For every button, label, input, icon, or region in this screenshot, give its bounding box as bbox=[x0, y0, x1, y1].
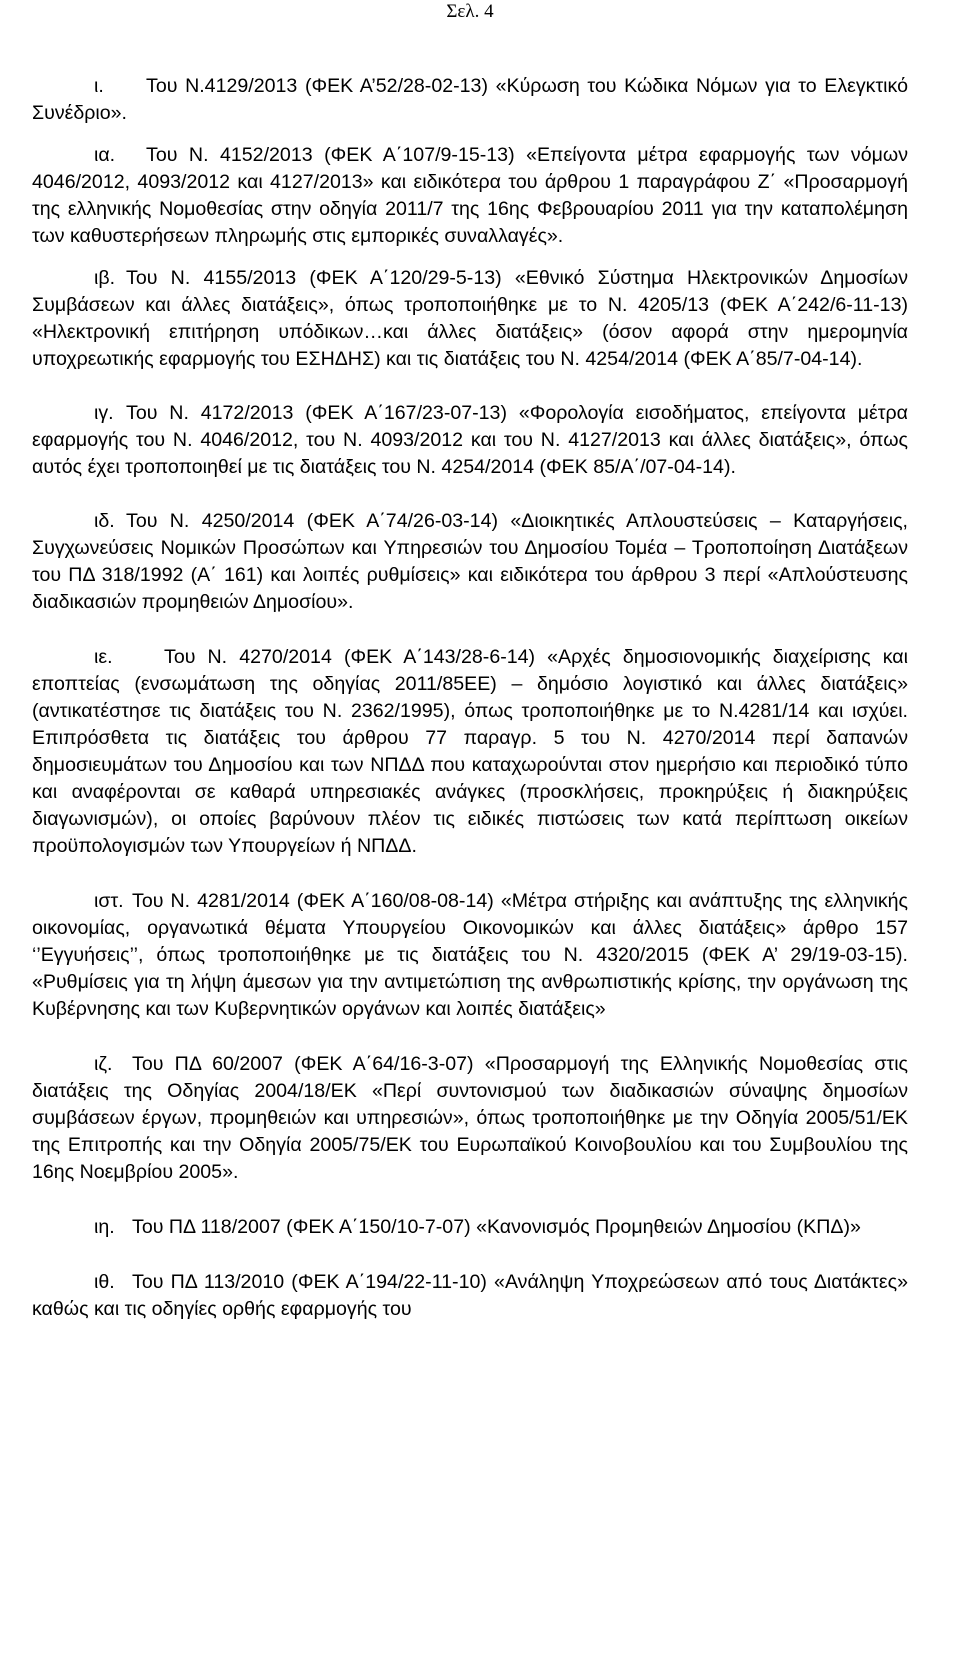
clause-label: ια. bbox=[94, 144, 116, 166]
clause-iz bbox=[32, 1051, 908, 1186]
clause-label: ιβ. bbox=[94, 267, 116, 289]
clause-id bbox=[32, 508, 908, 616]
clause-label: ιγ. bbox=[94, 402, 114, 424]
clause-text: Του Ν. 4281/2014 (ΦΕΚ Α΄160/08-08-14) «Μέτρα στήριξης και ανάπτυξης της ελληνικής οικονομίας, οργανωτικά θέματα Υπουργείου Οικονομικών και άλλες διατάξεις» άρθρο 157 ‘’Εγγυήσεις’’, όπως τροποποιήθηκε με τις διατάξεις του Ν. 4320/2015 (ΦΕΚ Α’ 29/19-03-15). «Ρυθμίσεις για τη λήψη άμεσων για την αντιμετώπιση της ανθρωπιστικής κρίσης, την οργάνωση της Κυβέρνησης και των Κυβερνητικών οργάνων και λοιπές διατάξεις» bbox=[32, 890, 908, 1020]
clause-text: Του ΠΔ 118/2007 (ΦΕΚ Α΄150/10-7-07) «Κανονισμός Προμηθειών Δημοσίου (ΚΠΔ)» bbox=[132, 1216, 861, 1238]
clause-ih bbox=[32, 1214, 908, 1241]
clause-text: Του Ν. 4172/2013 (ΦΕΚ Α΄167/23-07-13) «Φορολογία εισοδήματος, επείγοντα μέτρα εφαρμογής του Ν. 4046/2012, του Ν. 4093/2012 και του Ν. 4127/2013 και άλλες διατάξεις», όπως αυτός έχει τροποποιηθεί με τις διατάξεις του Ν. 4254/2014 (ΦΕΚ 85/Α΄/07-04-14). bbox=[32, 402, 908, 478]
clause-label: ιζ. bbox=[94, 1053, 113, 1075]
clause-text: Του Ν. 4270/2014 (ΦΕΚ Α΄143/28-6-14) «Αρχές δημοσιονομικής διαχείρισης και εποπτείας (ενσωμάτωση της οδηγίας 2011/85ΕΕ) – δημόσιο λογιστικό και άλλες διατάξεις» (αντικατέστησε τις διατάξεις του Ν. 2362/1995), όπως τροποποιήθηκε με το Ν.4281/14 και ισχύει. Επιπρόσθετα τις διατάξεις του άρθρου 77 παραγρ. 5 του Ν. 4270/2014 περί δαπανών δημοσιευμάτων του Δημοσίου και των ΝΠΔΔ που καταχωρούνται στον ημερήσιο και περιοδικό τύπο και αναφέρονται σε καθαρά υπηρεσιακές ανάγκες (προσκλήσεις, προκηρύξεις ή διακηρύξεις διαγωνισμών), οι οποίες βαρύνουν πλέον τις ειδικές πιστώσεις των κατά περίπτωση οικείων προϋπολογισμών των Υπουργείων ή ΝΠΔΔ. bbox=[32, 646, 908, 857]
clause-ia bbox=[32, 142, 908, 250]
clause-ith bbox=[32, 1269, 908, 1323]
clause-ist bbox=[32, 888, 908, 1023]
clause-ig bbox=[32, 400, 908, 481]
clause-ib bbox=[32, 265, 908, 373]
clause-text: Του ΠΔ 60/2007 (ΦΕΚ Α΄64/16-3-07) «Προσαρμογή της Ελληνικής Νομοθεσίας στις διατάξεις της Οδηγίας 2004/18/ΕΚ «Περί συντονισμού των διαδικασιών σύναψης δημοσίων συμβάσεων έργων, προμηθειών και υπηρεσιών», όπως τροποποιήθηκε με την Οδηγία 2005/51/ΕΚ της Επιτροπής και την Οδηγία 2005/75/ΕΚ του Ευρωπαϊκού Κοινοβουλίου και του Συμβουλίου της 16ης Νοεμβρίου 2005». bbox=[32, 1053, 908, 1183]
clause-text: Του Ν. 4152/2013 (ΦΕΚ Α΄107/9-15-13) «Επείγοντα μέτρα εφαρμογής των νόμων 4046/2012, 4093/2012 και 4127/2013» και ειδικότερα του άρθρου 1 παραγράφου Ζ΄ «Προσαρμογή της ελληνικής Νομοθεσίας στην οδηγία 2011/7 της 16ης Φεβρουαρίου 2011 για την καταπολέμηση των καθυστερήσεων πληρωμής στις εμπορικές συναλλαγές». bbox=[32, 144, 908, 247]
clause-label: ιε. bbox=[94, 646, 113, 668]
clause-label: ιη. bbox=[94, 1216, 115, 1238]
clause-label: ιστ. bbox=[94, 890, 124, 912]
clause-text: Του ΠΔ 113/2010 (ΦΕΚ Α΄194/22-11-10) «Ανάληψη Υποχρεώσεων από τους Διατάκτες» καθώς και τις οδηγίες ορθής εφαρμογής του bbox=[32, 1271, 908, 1320]
clause-text: Του Ν.4129/2013 (ΦΕΚ Α’52/28-02-13) «Κύρωση του Κώδικα Νόμων για το Ελεγκτικό Συνέδριο». bbox=[32, 75, 908, 124]
clause-i bbox=[32, 73, 908, 127]
clause-text: Του Ν. 4250/2014 (ΦΕΚ Α΄74/26-03-14) «Διοικητικές Απλουστεύσεις – Καταργήσεις, Συγχωνεύσεις Νομικών Προσώπων και Υπηρεσιών του Δημοσίου Τομέα – Τροποποίηση Διατάξεων του ΠΔ 318/1992 (Α΄ 161) και λοιπές ρυθμίσεις» και ειδικότερα του άρθρου 3 περί «Απλούστευσης διαδικασιών προμηθειών Δημοσίου». bbox=[32, 510, 908, 613]
clause-text: Του Ν. 4155/2013 (ΦΕΚ Α΄120/29-5-13) «Εθνικό Σύστημα Ηλεκτρονικών Δημοσίων Συμβάσεων και άλλες διατάξεις», όπως τροποποιήθηκε με το Ν. 4205/13 (ΦΕΚ Α΄242/6-11-13) «Ηλεκτρονική επιτήρηση υπόδικων…και άλλες διατάξεις» (όσον αφορά στην ημερομηνία υποχρεωτικής εφαρμογής του ΕΣΗΔΗΣ) και τις διατάξεις του Ν. 4254/2014 (ΦΕΚ Α΄85/7-04-14). bbox=[32, 267, 908, 370]
clause-label: ιδ. bbox=[94, 510, 115, 532]
page-number: Σελ. 4 bbox=[446, 1, 494, 22]
clause-label: ιθ. bbox=[94, 1271, 115, 1293]
clause-ie bbox=[32, 644, 908, 860]
clause-label: ι. bbox=[94, 75, 104, 97]
